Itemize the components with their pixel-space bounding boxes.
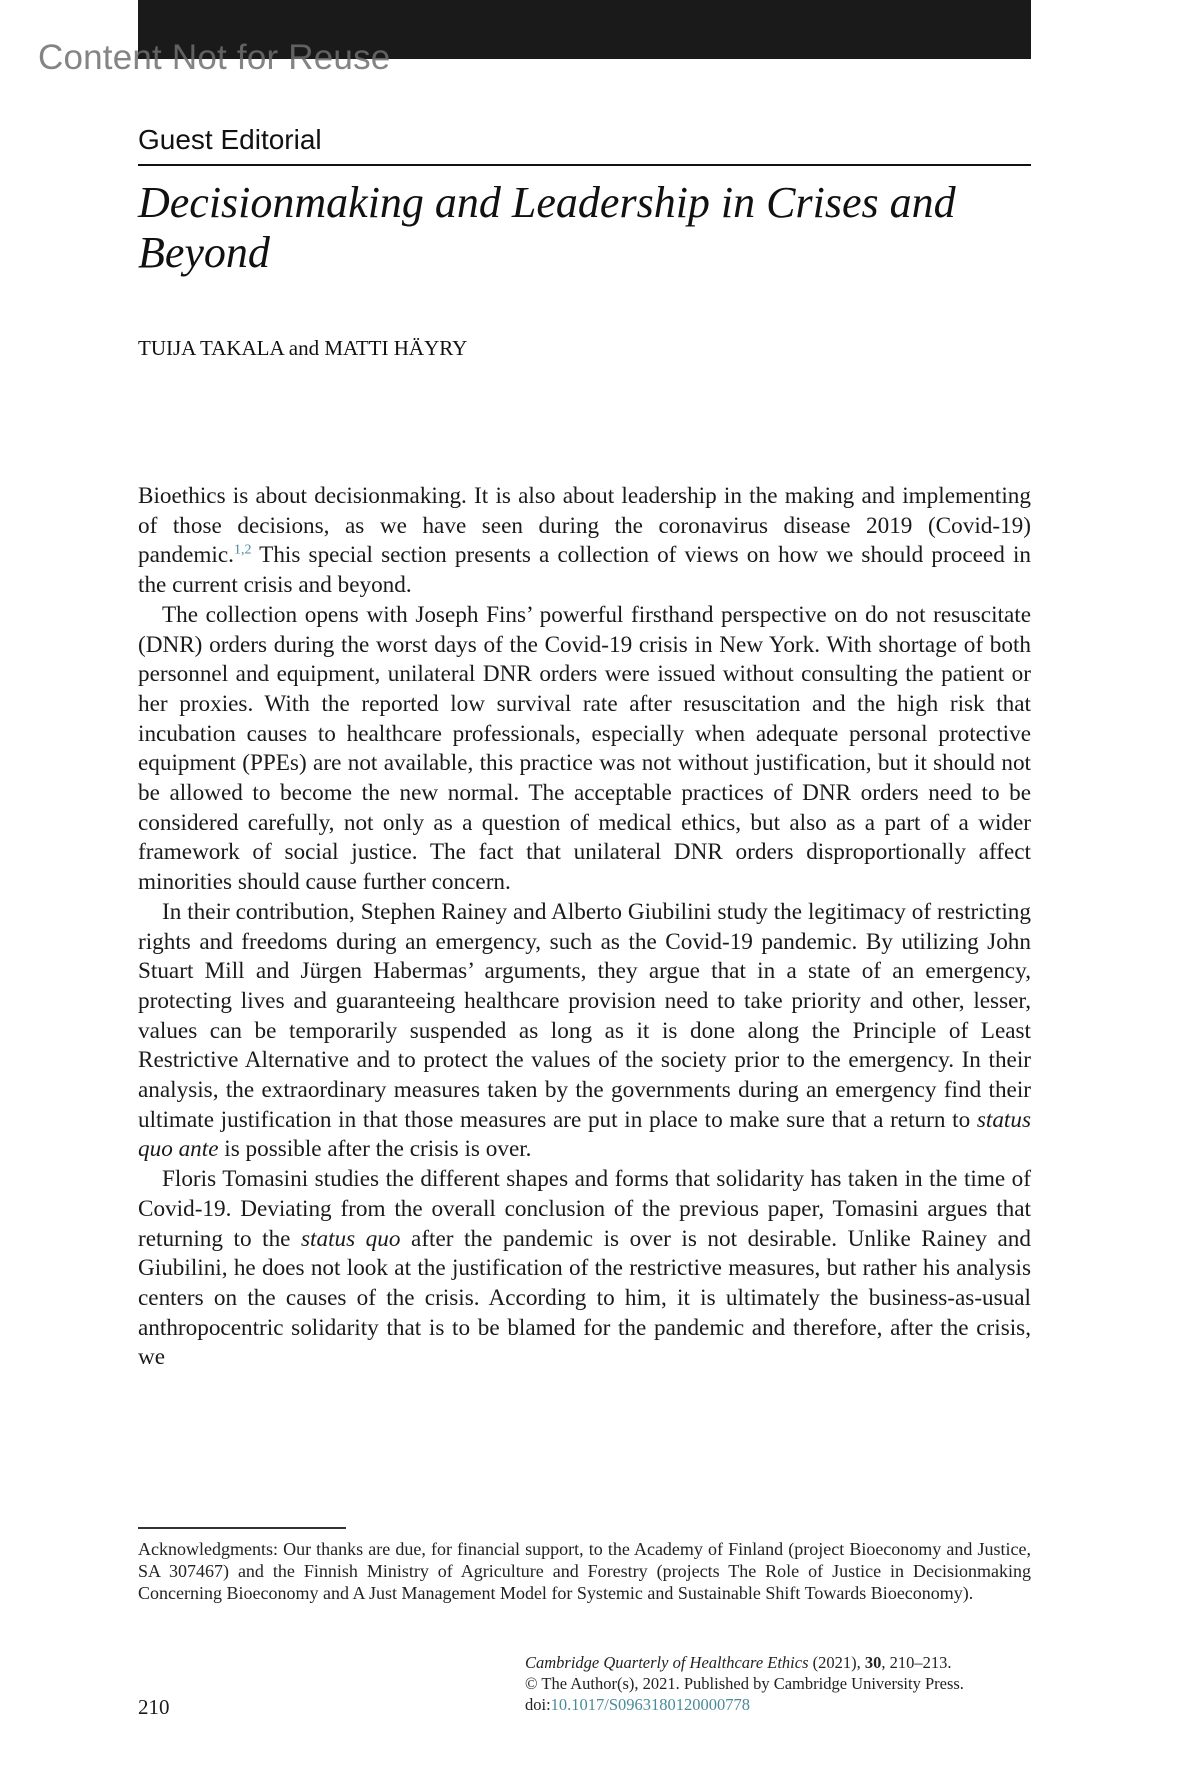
doi-link[interactable]: 10.1017/S0963180120000778 xyxy=(550,1695,751,1714)
journal-citation-line xyxy=(525,1652,1031,1673)
paragraph-2: The collection opens with Joseph Fins’ powerful firsthand perspective on do not resuscitate (DNR) orders during the worst days of the Covid-19 crisis in New York. With shortage of both personnel and equipment, unilateral DNR orders were issued without consulting the patient or her proxies. With the reported low survival rate after resuscitation and the high risk that incubation causes to healthcare professionals, especially when adequate personal protective equipment (PPEs) are not available, this practice was not without justification, but it should not be allowed to become the new normal. The acceptable practices of DNR orders need to be considered carefully, not only as a question of medical ethics, but also as a part of a wider framework of social justice. The fact that unilateral DNR orders disproportionally affect minorities should cause further concern. xyxy=(138,601,1031,896)
paragraph-3-text-b: is possible after the crisis is over. xyxy=(218,1136,532,1163)
paragraph-4 xyxy=(138,1165,1031,1373)
authors: TUIJA TAKALA and MATTI HÄYRY xyxy=(138,336,468,360)
article-title: Decisionmaking and Leadership in Crises and Beyond xyxy=(138,178,956,277)
doi-line xyxy=(525,1694,1031,1715)
paragraph-1-text-a: Bioethics is about decisionmaking. It is also about leadership in the making and implementing of those decisions, as we have seen during the coronavirus disease 2019 (Covid-19) pandemic. xyxy=(138,483,1031,569)
paragraph-1-text-b: This special section presents a collection of views on how we should proceed in the current crisis and beyond. xyxy=(138,542,1031,599)
section-label: Guest Editorial xyxy=(138,124,322,155)
journal-name: Cambridge Quarterly of Healthcare Ethics xyxy=(525,1653,809,1672)
paragraph-4-text-b: after the pandemic is over is not desirable. Unlike Rainey and Giubilini, he does not look at the justification of the restrictive measures, but rather his analysis centers on the causes of the crisis. According to him, it is ultimately the business-as-usual anthropocentric solidarity that is to be blamed for the pandemic and therefore, after the crisis, we xyxy=(138,1225,1031,1371)
journal-pages: , 210–213. xyxy=(881,1653,952,1672)
reference-link[interactable]: 1,2 xyxy=(233,542,252,558)
journal-year: (2021), xyxy=(808,1653,865,1672)
footnote-rule xyxy=(138,1527,346,1529)
paragraph-1 xyxy=(138,482,1031,601)
paragraph-4-emphasis: status quo xyxy=(301,1225,401,1252)
copyright-line: © The Author(s), 2021. Published by Cambridge University Press. xyxy=(525,1674,964,1693)
paragraph-3 xyxy=(138,898,1031,1165)
header-rule xyxy=(138,164,1031,166)
article-body xyxy=(138,482,1031,1373)
watermark: Content Not for Reuse xyxy=(38,38,391,77)
footnote-acknowledgments: Acknowledgments: Our thanks are due, for financial support, to the Academy of Finland (project Bioeconomy and Justice, SA 307467) and the Finnish Ministry of Agriculture and Forestry (projects The Role of Justice in Decisionmaking Concerning Bioeconomy and A Just Management Model for Systemic and Sustainable Shift Towards Bioeconomy). xyxy=(138,1539,1031,1603)
journal-citation xyxy=(525,1652,1031,1715)
doi-prefix: doi: xyxy=(525,1695,551,1714)
paragraph-3-emphasis: status quo ante xyxy=(138,1106,1031,1163)
paragraph-4-text-a: Floris Tomasini studies the different shapes and forms that solidarity has taken in the time of Covid-19. Deviating from the overall conclusion of the previous paper, Tomasini argues that returning to the xyxy=(138,1166,1031,1252)
paragraph-3-text-a: In their contribution, Stephen Rainey and Alberto Giubilini study the legitimacy of restricting rights and freedoms during an emergency, such as the Covid-19 pandemic. By utilizing John Stuart Mill and Jürgen Habermas’ arguments, they argue that in a state of an emergency, protecting lives and guaranteeing healthcare provision need to take priority and other, lesser, values can be temporarily suspended as long as it is done along the Principle of Least Restrictive Alternative and to protect the values of the society prior to the emergency. In their analysis, the extraordinary measures taken by the governments during an emergency find their ultimate justification in that those measures are put in place to make sure that a return to xyxy=(138,898,1031,1133)
page-number: 210 xyxy=(138,1695,170,1719)
journal-volume: 30 xyxy=(864,1653,882,1672)
